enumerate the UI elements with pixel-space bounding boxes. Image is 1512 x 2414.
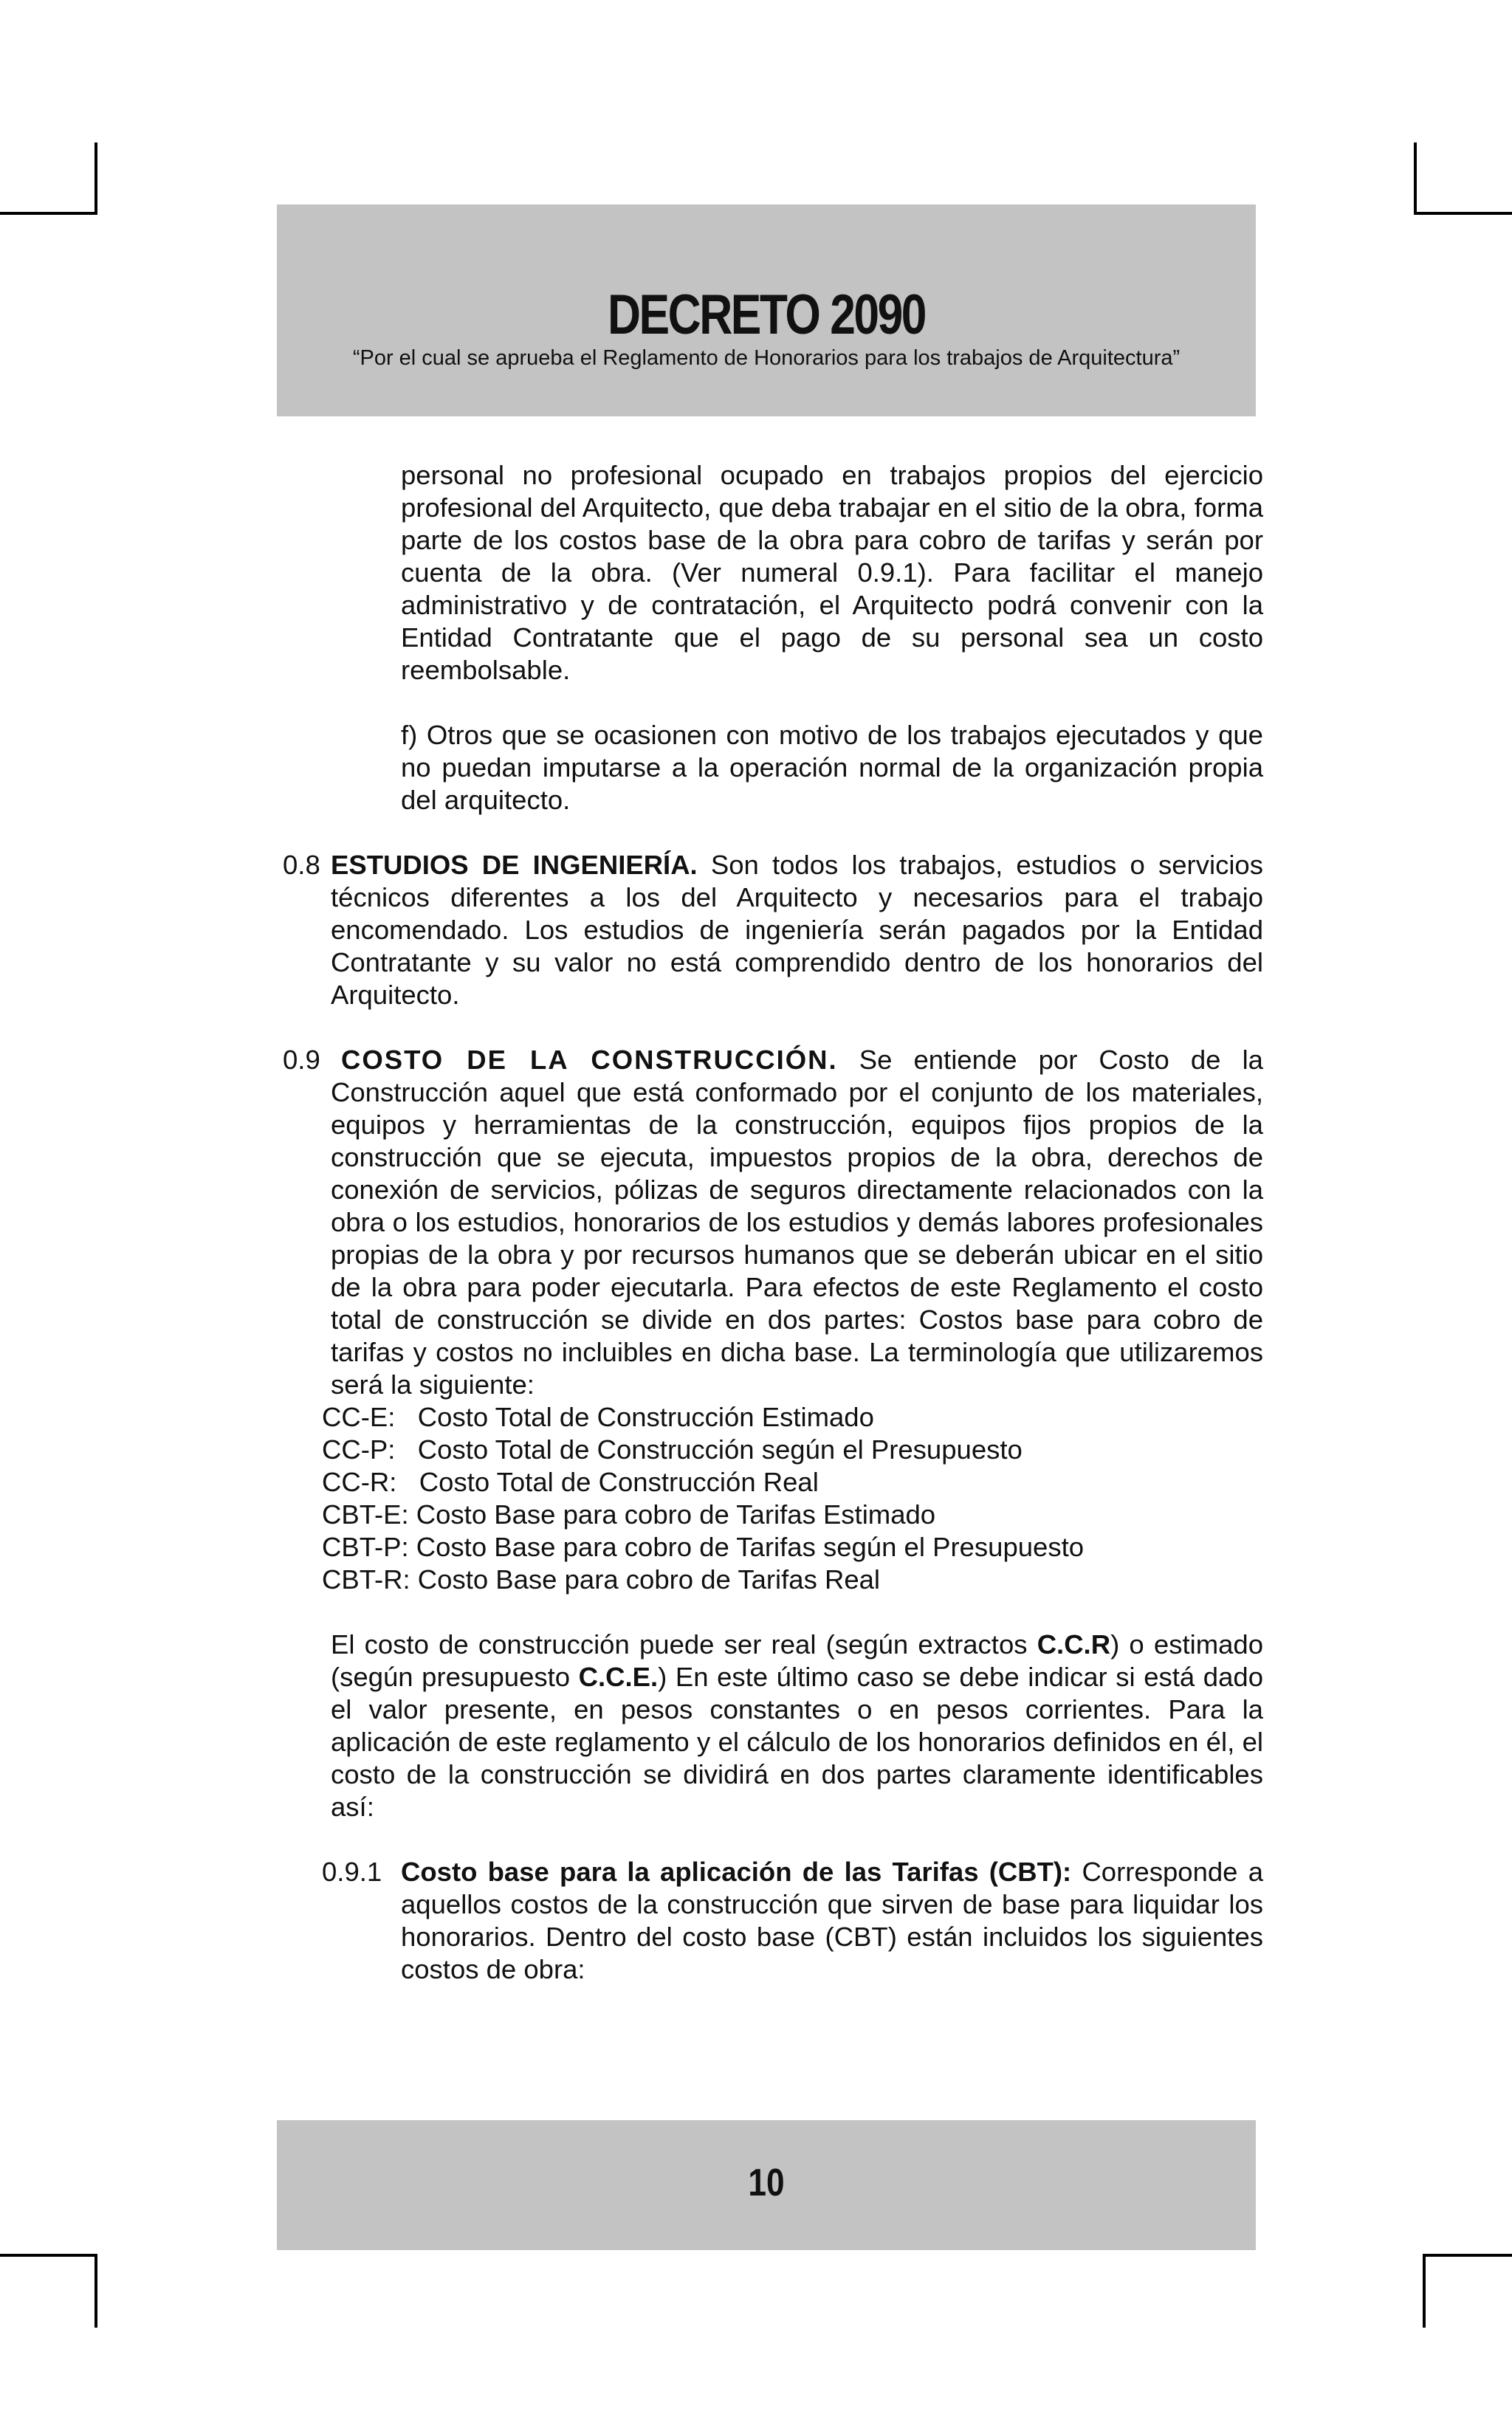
section-0-9: [283, 1044, 1263, 1401]
crop-mark-bottom-left-v: [94, 2254, 97, 2328]
item-f-paragraph: f) Otros que se ocasionen con motivo de los trabajos ejecutados y que no puedan imputarse a la operación normal de la organización propia del arquitecto.: [401, 720, 1263, 815]
section-heading: ESTUDIOS DE INGENIERÍA.: [331, 850, 698, 880]
crop-mark-bottom-left-h: [0, 2254, 97, 2257]
header-band: [277, 204, 1256, 416]
term-item: CC-E: Costo Total de Construcción Estimado: [322, 1402, 874, 1432]
section-heading: Costo base para la aplicación de las Tarifas (CBT):: [401, 1857, 1072, 1887]
term-item: CBT-P: Costo Base para cobro de Tarifas según el Presupuesto: [322, 1532, 1085, 1562]
cost-text-part-1: El costo de construcción puede ser real (según extractos: [331, 1629, 1037, 1660]
section-text: Son todos los trabajos, estudios o servicios técnicos diferentes a los del Arquitecto y necesarios para el trabajo encomendado. Los estudios de ingeniería serán pagados por la Entidad Contratante y su valor no está comprendido dentro de los honorarios del Arquitecto.: [331, 850, 1263, 1010]
terminology-list: [322, 1401, 1208, 1596]
crop-mark-bottom-right-h: [1423, 2254, 1512, 2257]
document-subtitle: “Por el cual se aprueba el Reglamento de Honorarios para los trabajos de Arquitectura”: [352, 346, 1181, 370]
section-0-9-1: [322, 1856, 1263, 1986]
footer-band: [277, 2120, 1256, 2250]
section-text: Corresponde a aquellos costos de la construcción que sirven de base para liquidar los honorarios. Dentro del costo base (CBT) están incluidos los siguientes costos de obra:: [401, 1857, 1263, 1984]
ccr-abbreviation: C.C.R: [1037, 1629, 1111, 1660]
cce-abbreviation: C.C.E.: [578, 1662, 659, 1692]
term-item: CBT-R: Costo Base para cobro de Tarifas Real: [322, 1564, 881, 1595]
section-number: 0.8: [283, 850, 320, 880]
section-0-8: [283, 849, 1263, 1011]
cost-text-part-2: ) o estimado (según presupuesto: [331, 1629, 1264, 1692]
page-number: 10: [748, 2162, 785, 2204]
document-title: DECRETO 2090: [607, 283, 925, 346]
cost-paragraph: [331, 1629, 1263, 1823]
term-item: CBT-E: Costo Base para cobro de Tarifas Estimado: [322, 1499, 936, 1530]
continuation-paragraph: personal no profesional ocupado en trabajos propios del ejercicio profesional del Arquitecto, que deba trabajar en el sitio de la obra, forma parte de los costos base de la obra para cobro de tarifas y serán por cuenta de la obra. (Ver numeral 0.9.1). Para facilitar el manejo administrativo y de contratación, el Arquitecto podrá convenir con la Entidad Contratante que el pago de su personal sea un costo reembolsable.: [401, 460, 1263, 685]
section-number: 0.9: [283, 1045, 320, 1075]
crop-mark-top-right-v: [1414, 142, 1417, 215]
crop-mark-top-right-h: [1414, 212, 1512, 215]
crop-mark-bottom-right-v: [1423, 2254, 1426, 2328]
crop-mark-top-left-h: [0, 212, 97, 215]
term-item: CC-R: Costo Total de Construcción Real: [322, 1467, 819, 1497]
term-item: CC-P: Costo Total de Construcción según el Presupuesto: [322, 1434, 1023, 1465]
crop-mark-top-left-v: [94, 142, 97, 215]
cost-text-part-3: ) En este último caso se debe indicar si está dado el valor presente, en pesos constantes o en pesos corrientes. Para la aplicación de este reglamento y el cálculo de los honorarios definidos en él, el costo de la construcción se dividirá en dos partes claramente identificables así:: [331, 1662, 1263, 1822]
section-text: Se entiende por Costo de la Construcción aquel que está conformado por el conjunto de los materiales, equipos y herramientas de la construcción, equipos fijos propios de la construcción que se ejecuta, impuestos propios de la obra, derechos de conexión de servicios, pólizas de seguros directamente relacionados con la obra o los estudios, honorarios de los estudios y demás labores profesionales propias de la obra y por recursos humanos que se deberán ubicar en el sitio de la obra para poder ejecutarla. Para efectos de este Reglamento el costo total de construcción se divide en dos partes: Costos base para cobro de tarifas y costos no incluibles en dicha base. La terminología que utilizaremos será la siguiente:: [331, 1045, 1263, 1400]
section-number: 0.9.1: [322, 1857, 382, 1887]
section-heading: COSTO DE LA CONSTRUCCIÓN.: [341, 1045, 838, 1075]
